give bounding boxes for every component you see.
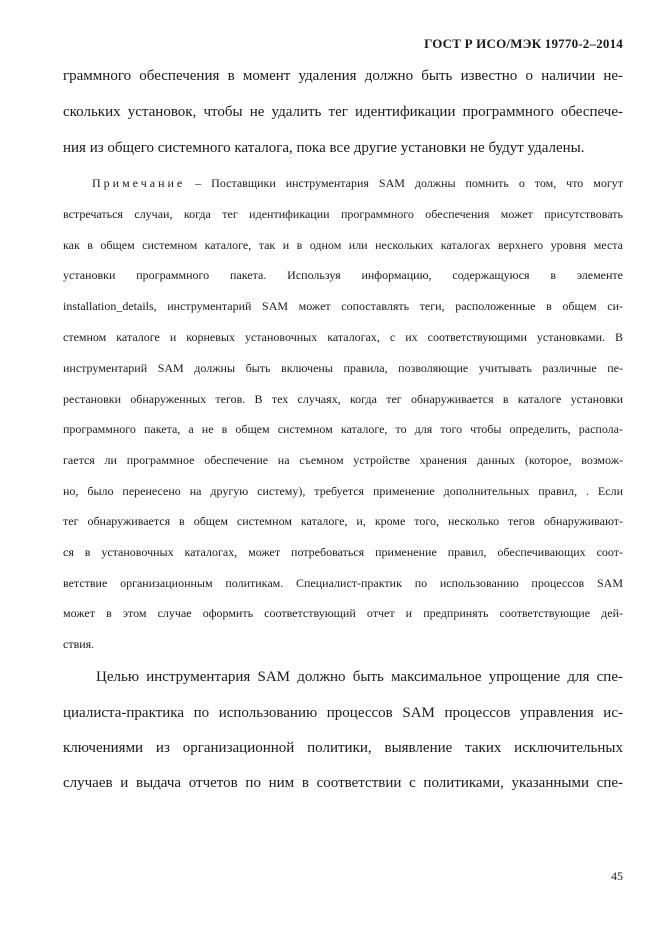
note-line: ся в установочных каталогах, может потребоваться применение правил, обеспечивающих соот- bbox=[63, 545, 623, 559]
note-line: встречаться случаи, когда тег идентификации программного обеспечения может присутствовать bbox=[63, 207, 623, 221]
note-label: Примечание bbox=[92, 176, 186, 190]
paragraph-1-line-1: граммного обеспечения в момент удаления должно быть известно о наличии не- bbox=[63, 68, 623, 84]
paragraph-1-line-2: скольких установок, чтобы не удалить тег идентификации программного обеспече- bbox=[63, 104, 623, 120]
note-first-line-rest: – Поставщики инструментария SAM должны помнить о том, что могут bbox=[195, 176, 623, 190]
paragraph-1-line-3: ния из общего системного каталога, пока все другие установки не будут удалены. bbox=[63, 140, 585, 156]
paragraph-2-line-4: случаев и выдача отчетов по ним в соответствии с политиками, указанными спе- bbox=[63, 775, 623, 791]
note-line: но, было перенесено на другую систему), требуется применение дополнительных правил, . Если bbox=[63, 484, 623, 498]
page-number: 45 bbox=[611, 869, 623, 883]
note-line: рестановки обнаруженных тегов. В тех случаях, когда тег обнаруживается в каталоге установки bbox=[63, 392, 623, 406]
note-line: как в общем системном каталоге, так и в одном или нескольких каталогах верхнего уровня места bbox=[63, 238, 623, 252]
note-line: может в этом случае оформить соответствующий отчет и предпринять соответствующие дей- bbox=[63, 606, 623, 620]
note-line: инструментарий SAM должны быть включены правила, позволяющие учитывать различные пе- bbox=[63, 361, 623, 375]
note-line: тег обнаруживается в общем системном каталоге, и, кроме того, несколько тегов обнаруживают- bbox=[63, 514, 623, 528]
note-line: ветствие организационным политикам. Специалист-практик по использованию процессов SAM bbox=[63, 576, 623, 590]
note-first-line bbox=[92, 176, 623, 191]
note-line: гается ли программное обеспечение на съемном устройстве хранения данных (которое, возмож- bbox=[63, 453, 623, 467]
note-line: установки программного пакета. Используя информацию, содержащуюся в элементе bbox=[63, 268, 623, 282]
note-line: стемном каталоге и корневых установочных каталогах, с их соответствующими установками. В bbox=[63, 330, 623, 344]
document-code-header: ГОСТ Р ИСО/МЭК 19770-2–2014 bbox=[424, 36, 623, 51]
note-line: installation_details, инструментарий SAM может сопоставлять теги, расположенные в общем си- bbox=[63, 299, 623, 313]
note-line: ствия. bbox=[63, 637, 95, 651]
paragraph-2-line-3: ключениями из организационной политики, выявление таких исключительных bbox=[63, 740, 623, 756]
note-line: программного пакета, а не в общем системном каталоге, то для того чтобы определить, распола- bbox=[63, 422, 623, 436]
paragraph-2-line-2: циалиста-практика по использованию процессов SAM процессов управления ис- bbox=[63, 705, 623, 721]
paragraph-2-line-1: Целью инструментария SAM должно быть максимальное упрощение для спе- bbox=[96, 669, 623, 685]
